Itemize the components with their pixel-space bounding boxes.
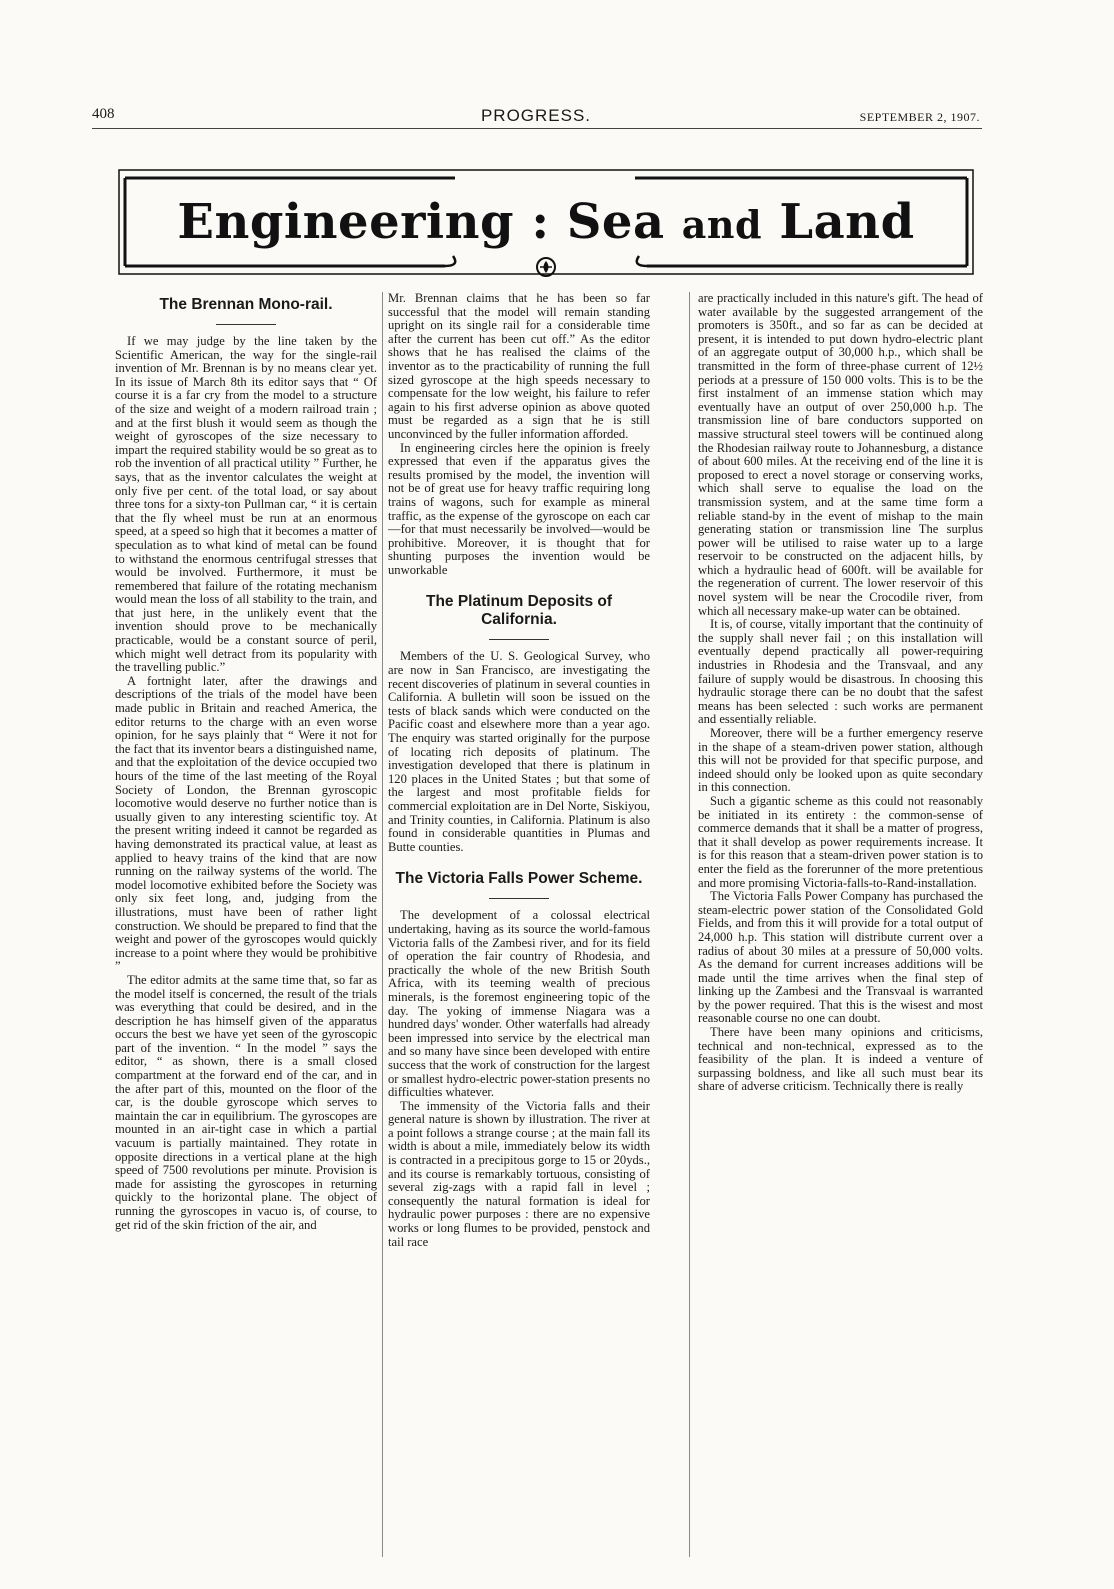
- paragraph: The editor admits at the same time that, so far as the model itself is concerned, the result of the trials was everything that could be desired, and in the description he has himself given of the apparatus occurs the best we have yet seen of the gyroscopic part of the invention. “ In the model ” says the editor, “ as shown, there is a small closed compartment at the forward end of the car, and in the after part of this, mounted on the floor of the car, is the double gyroscope which serves to maintain the car in equilibrium. The gyroscopes are mounted in an air-tight case in which a partial vacuum is partially maintained. They rotate in opposite directions in a vertical plane at the high speed of 7500 revolutions per minute. Provision is made for assisting the gyroscopes in returning quickly to the horizontal plane. The object of running the gyroscopes in vacuo is, of course, to get rid of the skin friction of the air, and: [115, 972, 377, 1232]
- article-title-victoria: The Victoria Falls Power Scheme.: [395, 870, 643, 888]
- paragraph: Members of the U. S. Geological Survey, who are now in San Francisco, are investigating the recent discoveries of platinum in several counties in California. A bulletin will soon be issued on the tests of black sands which were conducted on the Pacific coast and elsewhere more than a year ago. The enquiry was started originally for the purpose of locating rich deposits of platinum. The investigation developed that there is platinum in 120 places in the United States ; but that some of the largest and most profitable fields for commercial exploitation are in Del Norte, Siskiyou, and Trinity counties, in California. Platinum is also found in considerable quantities in Plumas and Butte counties.: [388, 649, 650, 854]
- banner-title-land: Land: [779, 194, 915, 250]
- running-head: [92, 106, 980, 130]
- page-number: 408: [92, 106, 115, 122]
- paragraph: The immensity of the Victoria falls and their general nature is shown by illustration. The river at a point follows a strange course ; at the main fall its width is about a mile, immediately below its width is contracted in a precipitous gorge to 15 or 20yds., and its course is remarkably tortuous, consisting of several zig-zags with a rapid fall in level ; consequently the natural formation is ideal for hydraulic power purposes : there are no expensive works or long flumes to be provided, penstock and tail race: [388, 1098, 650, 1249]
- paragraph: are practically included in this nature's gift. The head of water available by the suggested arrangement of the promoters is 350ft., and so far as can be decided at present, it is intended to put down hydro-electric plant of an aggregate output of 30,000 h.p., which shall be transmitted in the form of three-phase current of 12½ periods at a pressure of 150 000 volts. This is to be the first instalment of an immense station which may eventually have an output of over 250,000 h.p. The transmission line of bare conductors supported on massive structural steel towers will be continued along the Rhodesian railway route to Johannesburg, a distance of about 600 miles. At the receiving end of the line it is proposed to erect a novel storage or conserving works, which shall serve to equalise the load on the transmission system, and at the same time form a reliable stand-by in the event of mishap to the main generating station or transmission line The surplus power will be utilised to raise water up to a large reservoir to be constructed on the adjacent hills, by which a hydraulic head of 600ft. will be available for the regeneration of current. The lower reservoir of this novel system will be near the Crocodile river, from which all necessary make-up water can be obtained.: [698, 292, 983, 618]
- title-rule: [489, 639, 549, 640]
- paragraph: In engineering circles here the opinion is freely expressed that even if the apparatus gives the results promised by the model, the invention will not be of great use for heavy traffic requiring long trains of wagons, such for example as mineral traffic, as the expense of the gyroscope on each car—for that must necessarily be involved—would be prohibitive. Moreover, it is thought that for shunting purposes the invention would be unworkable: [388, 440, 650, 577]
- banner-title: [115, 194, 977, 250]
- article-title-platinum: The Platinum Deposits of California.: [425, 593, 612, 629]
- paragraph: It is, of course, vitally important that the continuity of the supply shall never fail ; on this installation will eventually depend practically all power-requiring industries in Rhodesia and the Transvaal, and any failure of supply would be disastrous. In choosing this hydraulic storage there can be no doubt that the safest means has been selected : such works are permanent and essentially reliable.: [698, 617, 983, 727]
- column-3: [698, 292, 983, 1562]
- paragraph: The development of a colossal electrical undertaking, having as its source the world-famous Victoria falls of the Zambesi river, and for its field of operation the fair country of Rhodesia, and practically the whole of the new British South Africa, with its teeming wealth of precious minerals, is the foremost engineering topic of the day. The yoking of immense Niagara was a hundred days' wonder. Other waterfalls had already been impressed into service by the electrical man and so many have since been developed with entire success that the work of construction for the largest or smallest hydro-electric power-station presents no difficulties whatever.: [388, 908, 650, 1100]
- header-rule: [92, 128, 982, 129]
- column-divider: [689, 292, 690, 1557]
- paragraph: If we may judge by the line taken by the Scientific American, the way for the single-rail invention of Mr. Brennan is by no means clear yet. In its issue of March 8th its editor says that “ Of course it is a far cry from the model to a structure of the size and weight of a modern railroad train ; and at the first blush it would seem as though the weight of gyroscopes of the size necessary to impart the required stability would be so great as to rob the invention of all practical utility ” Further, he says, that as the inventor calculates the weight at only five per cent. of the total load, or say about three tons for a sixty-ton Pullman car, “ it is certain that the fly wheel must be run at an enormous speed, at a speed so high that it becomes a matter of speculation as to what kind of metal can be found to withstand the enormous centrifugal stresses that would be involved. Furthermore, it must be remembered that failure of the rotating mechanism would mean the loss of all stability to the train, and that just here, in the unlikely event that the invention should prove to be mechanically practicable, would be a constant source of peril, which might well detract from its popularity with the travelling public.”: [115, 334, 377, 675]
- column-2: [388, 292, 650, 1562]
- article-title-brennan: The Brennan Mono-rail.: [159, 296, 333, 313]
- banner-title-part1: Engineering :: [177, 194, 550, 250]
- column-divider: [382, 292, 383, 1557]
- paragraph: The Victoria Falls Power Company has purchased the steam-electric power station of the Consolidated Gold Fields, and from this it will provide for a total output of 24,000 h.p. This station will distribute current over a radius of about 30 miles at a pressure of 50,000 volts. As the demand for current increases additions will be made until the time arrives when the final step of linking up the Zambesi and the Transvaal is warranted by the power required. That this is the wisest and most reasonable course no one can doubt.: [698, 889, 983, 1026]
- banner-title-and: and: [681, 202, 763, 247]
- section-banner: [115, 160, 977, 282]
- title-rule: [216, 324, 276, 325]
- paragraph: Mr. Brennan claims that he has been so far successful that the model will remain standing upright on its single rail for a considerable time after the current has been cut off.” As the editor shows that he has realised the claims of the inventor as to the practicability of running the full sized gyroscope at the high speeds necessary to compensate for the low weight, his failure to refer again to his first adverse opinion as above quoted must be regarded as a sign that he is still unconvinced by the fuller information afforded.: [388, 292, 650, 441]
- title-rule: [489, 898, 549, 899]
- column-1: [115, 292, 377, 1562]
- banner-title-sea: Sea: [566, 194, 665, 250]
- publication-title: PROGRESS.: [480, 106, 592, 125]
- paragraph: There have been many opinions and criticisms, technical and non-technical, expressed as to the feasibility of the plan. It is indeed a venture of surpassing boldness, and like all such must bear its share of adverse criticism. Technically there is really: [698, 1025, 983, 1094]
- issue-date: SEPTEMBER 2, 1907.: [859, 110, 980, 124]
- paragraph: Such a gigantic scheme as this could not reasonably be initiated in its entirety : the common-sense of commerce demands that it shall be a matter of progress, that it shall develop as power requirements increase. It is for this reason that a steam-driven power station is to enter the field as the forerunner of the more pretentious and more promising Victoria-falls-to-Rand-installation.: [698, 793, 983, 890]
- paragraph: Moreover, there will be a further emergency reserve in the shape of a steam-driven power station, although this will not be provided for that specific purpose, and indeed should only be looked upon as quite secondary in this connection.: [698, 726, 983, 795]
- paragraph: A fortnight later, after the drawings and descriptions of the trials of the model have been made public in Britain and reached America, the editor returns to the charge with an even worse opinion, for he says plainly that “ Were it not for the fact that its inventor bears a distinguished name, and that the exploitation of the device occupied two hours of the time of the last meeting of the Royal Society of London, the Brennan gyroscopic locomotive would deserve no further notice than is usually given to any interesting scientific toy. At the present writing indeed it cannot be regarded as having demonstrated its practical value, at least as applied to heavy trains of the kind that are now running on the railway systems of the world. The model locomotive exhibited before the Society was only six feet long, and, judging from the illustrations, must have been of rather light construction. We should be prepared to find that the weight and power of the gyroscopes would quickly increase to a point where they would be prohibitive ”: [115, 673, 377, 974]
